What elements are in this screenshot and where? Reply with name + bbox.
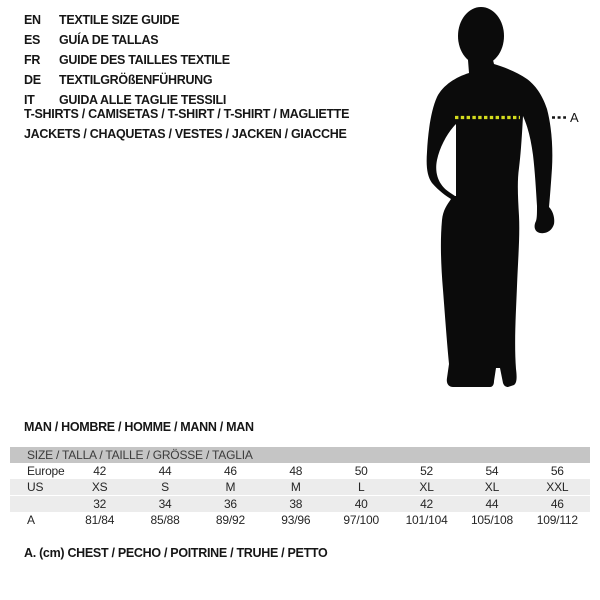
size-cell: 44 [485,497,499,511]
size-cell: 56 [550,464,564,478]
size-cell: 44 [158,464,172,478]
size-cell: XL [484,480,500,494]
language-row [24,30,230,50]
man-body [427,60,555,387]
table-row-europe [10,463,590,479]
size-cell: 36 [223,497,237,511]
size-cell: 52 [420,464,434,478]
language-label: TEXTILGRÖßENFÜHRUNG [59,73,213,87]
language-code: DE [24,73,41,87]
language-code: ES [24,33,41,47]
size-cell: 85/88 [150,513,180,527]
size-cell: 38 [289,497,303,511]
size-cell: 93/96 [281,513,311,527]
size-cell: M [290,480,301,494]
size-cell: 97/100 [343,513,379,527]
size-cell: 40 [354,497,368,511]
size-cell: 54 [485,464,499,478]
category-line-jackets: JACKETS / CHAQUETAS / VESTES / JACKEN / GIACCHE [24,127,347,141]
language-label: GUIDE DES TAILLES TEXTILE [59,53,230,67]
language-label: GUÍA DE TALLAS [59,33,159,47]
size-cell: 46 [223,464,237,478]
section-title-man: MAN / HOMBRE / HOMME / MANN / MAN [24,420,254,434]
size-cell: 46 [550,497,564,511]
size-cell: L [357,480,365,494]
man-silhouette-figure [410,0,600,395]
size-cell: 34 [158,497,172,511]
language-code: IT [24,93,35,107]
size-cell: 32 [93,497,107,511]
language-code: FR [24,53,41,67]
row-label [10,496,67,513]
man-head [458,7,504,65]
size-cell: XS [91,480,108,494]
size-cell: 101/104 [405,513,448,527]
language-row [24,10,230,30]
language-label: GUIDA ALLE TAGLIE TESSILI [59,93,227,107]
language-row [24,70,230,90]
table-row-us-numeric [10,496,590,513]
size-cell: 48 [289,464,303,478]
size-cell: XXL [546,480,569,494]
language-label: TEXTILE SIZE GUIDE [59,13,180,27]
row-label: Europe [27,464,65,478]
size-cell: 42 [420,497,434,511]
row-label: US [27,480,44,494]
measure-label-a: A [570,110,579,125]
size-cell: XL [419,480,434,494]
size-cell: 109/112 [536,513,578,527]
language-row [24,50,230,70]
size-cell: S [161,480,169,494]
size-cell: 81/84 [85,513,115,527]
size-cell: 105/108 [470,513,513,527]
size-table [10,463,590,528]
category-line-tshirts: T-SHIRTS / CAMISETAS / T-SHIRT / T-SHIRT / MAGLIETTE [24,107,350,121]
size-cell: 42 [93,464,107,478]
language-list [24,10,230,110]
language-code: EN [24,13,41,27]
size-cell: M [225,480,236,494]
size-cell: 89/92 [215,513,245,527]
size-table-header: SIZE / TALLA / TAILLE / GRÖSSE / TAGLIA [10,447,590,463]
row-label: A [27,513,35,527]
size-cell: 50 [354,464,368,478]
measurement-footnote: A. (cm) CHEST / PECHO / POITRINE / TRUHE / PETTO [24,546,328,560]
category-lines [24,104,349,144]
table-row-us [10,479,590,496]
table-row-chest [10,512,590,528]
